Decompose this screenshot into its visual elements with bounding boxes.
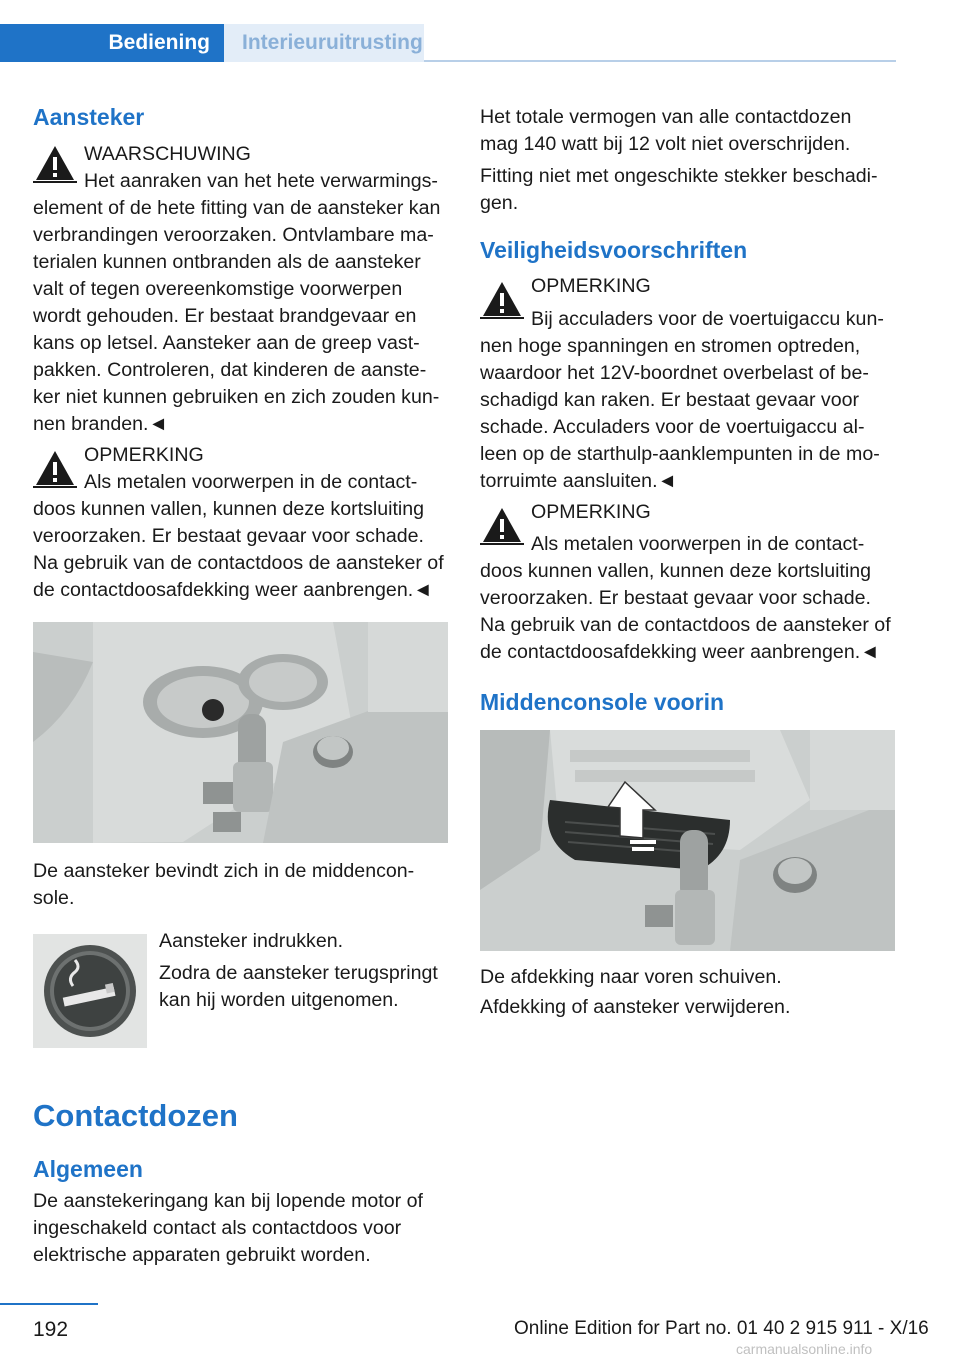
caption1-line: sole.	[33, 887, 75, 909]
page-number: 192	[33, 1318, 69, 1341]
caption2-text: De afdekking naar voren schuiven.	[480, 966, 782, 988]
note2-line: schade. Acculaders voor de voertuigaccu al-	[480, 416, 865, 438]
note3-line: Als metalen voorwerpen in de contact-	[531, 533, 865, 555]
note3-line: veroorzaken. Er bestaat gevaar voor schade.	[480, 587, 872, 609]
heading-middenconsole-voorin: Middenconsole voorin	[480, 689, 725, 715]
warning1-line: verbrandingen veroorzaken. Ontvlambare ma-	[33, 224, 434, 246]
cigarette-lighter-icon	[33, 934, 147, 1048]
algemeen-line: De aanstekeringang kan bij lopende motor of	[33, 1190, 423, 1212]
tab-bediening: Bediening	[0, 24, 224, 62]
note3-line: de contactdoosafdekking weer aanbrengen.◄	[480, 641, 880, 663]
note3-line: Na gebruik van de contactdoos de aansteker of	[480, 614, 891, 636]
step2-line: kan hij worden uitgenomen.	[159, 989, 399, 1011]
note2-line: schadigd kan raken. Er bestaat gevaar voor	[480, 389, 860, 411]
warning1-line: element of de hete fitting van de aansteker kan	[33, 197, 441, 219]
heading-algemeen: Algemeen	[33, 1156, 143, 1182]
edition-text: Online Edition for Part no. 01 40 2 915 911 - X/16	[514, 1318, 929, 1339]
note1-line: doos kunnen vallen, kunnen deze kortsluiting	[33, 498, 425, 520]
console-lighter-photo	[33, 622, 448, 843]
note2-title: OPMERKING	[531, 275, 651, 297]
console-cover-photo	[480, 730, 895, 951]
footer-rule	[0, 1303, 98, 1305]
watermark: carmanualsonline.info	[736, 1341, 873, 1357]
fitting-line: Fitting niet met ongeschikte stekker beschadi-	[480, 165, 878, 187]
note3-title: OPMERKING	[531, 501, 651, 523]
warning1-line: ker niet kunnen gebruiken en zich zouden kun-	[33, 386, 440, 408]
note1-line: veroorzaken. Er bestaat gevaar voor schade.	[33, 525, 425, 547]
warning-triangle-icon	[480, 505, 524, 545]
note1-line: Als metalen voorwerpen in de contact-	[84, 471, 418, 493]
note2-line: nen hoge spanningen en stromen optreden,	[480, 335, 861, 357]
note1-title: OPMERKING	[84, 444, 204, 466]
header-rule	[424, 60, 896, 62]
warning1-line: terialen kunnen ontbranden als de aansteker	[33, 251, 421, 273]
note3-line: doos kunnen vallen, kunnen deze kortsluiting	[480, 560, 872, 582]
heading-aansteker: Aansteker	[33, 104, 145, 130]
note2-line: Bij acculaders voor de voertuigaccu kun-	[531, 308, 884, 330]
warning1-line: Het aanraken van het hete verwarmings-	[84, 170, 438, 192]
tab-interieuruitrusting: Interieuruitrusting	[224, 24, 424, 62]
note2-line: torruimte aansluiten.◄	[480, 470, 677, 492]
intro-line: mag 140 watt bij 12 volt niet overschrijden.	[480, 133, 851, 155]
warning-triangle-icon	[480, 279, 524, 319]
intro-line: Het totale vermogen van alle contactdozen	[480, 106, 852, 128]
note1-line: Na gebruik van de contactdoos de aansteker of	[33, 552, 444, 574]
warning1-line: wordt gehouden. Er bestaat brandgevaar en	[33, 305, 417, 327]
warning1-line: pakken. Controleren, dat kinderen de aanste-	[33, 359, 427, 381]
warning1-line: nen branden.◄	[33, 413, 168, 435]
algemeen-line: elektrische apparaten gebruikt worden.	[33, 1244, 371, 1266]
warning1-line: valt of tegen overeenkomstige voorwerpen	[33, 278, 403, 300]
note2-line: leen op de starthulp-aanklempunten in de mo-	[480, 443, 880, 465]
caption3-text: Afdekking of aansteker verwijderen.	[480, 996, 791, 1018]
warning-triangle-icon	[33, 143, 77, 183]
note2-line: waardoor het 12V-boordnet overbelast of be-	[480, 362, 869, 384]
fitting-line: gen.	[480, 192, 519, 214]
warning1-line: kans op letsel. Aansteker aan de greep vast-	[33, 332, 420, 354]
heading-veiligheidsvoorschriften: Veiligheidsvoorschriften	[480, 237, 748, 263]
note1-line: de contactdoosafdekking weer aanbrengen.◄	[33, 579, 433, 601]
algemeen-line: ingeschakeld contact als contactdoos voor	[33, 1217, 402, 1239]
step1-text: Aansteker indrukken.	[159, 930, 344, 952]
warning-triangle-icon	[33, 448, 77, 488]
warning1-title: WAARSCHUWING	[84, 143, 251, 165]
heading-contactdozen: Contactdozen	[33, 1098, 238, 1133]
step2-line: Zodra de aansteker terugspringt	[159, 962, 438, 984]
caption1-line: De aansteker bevindt zich in de middencon-	[33, 860, 415, 882]
